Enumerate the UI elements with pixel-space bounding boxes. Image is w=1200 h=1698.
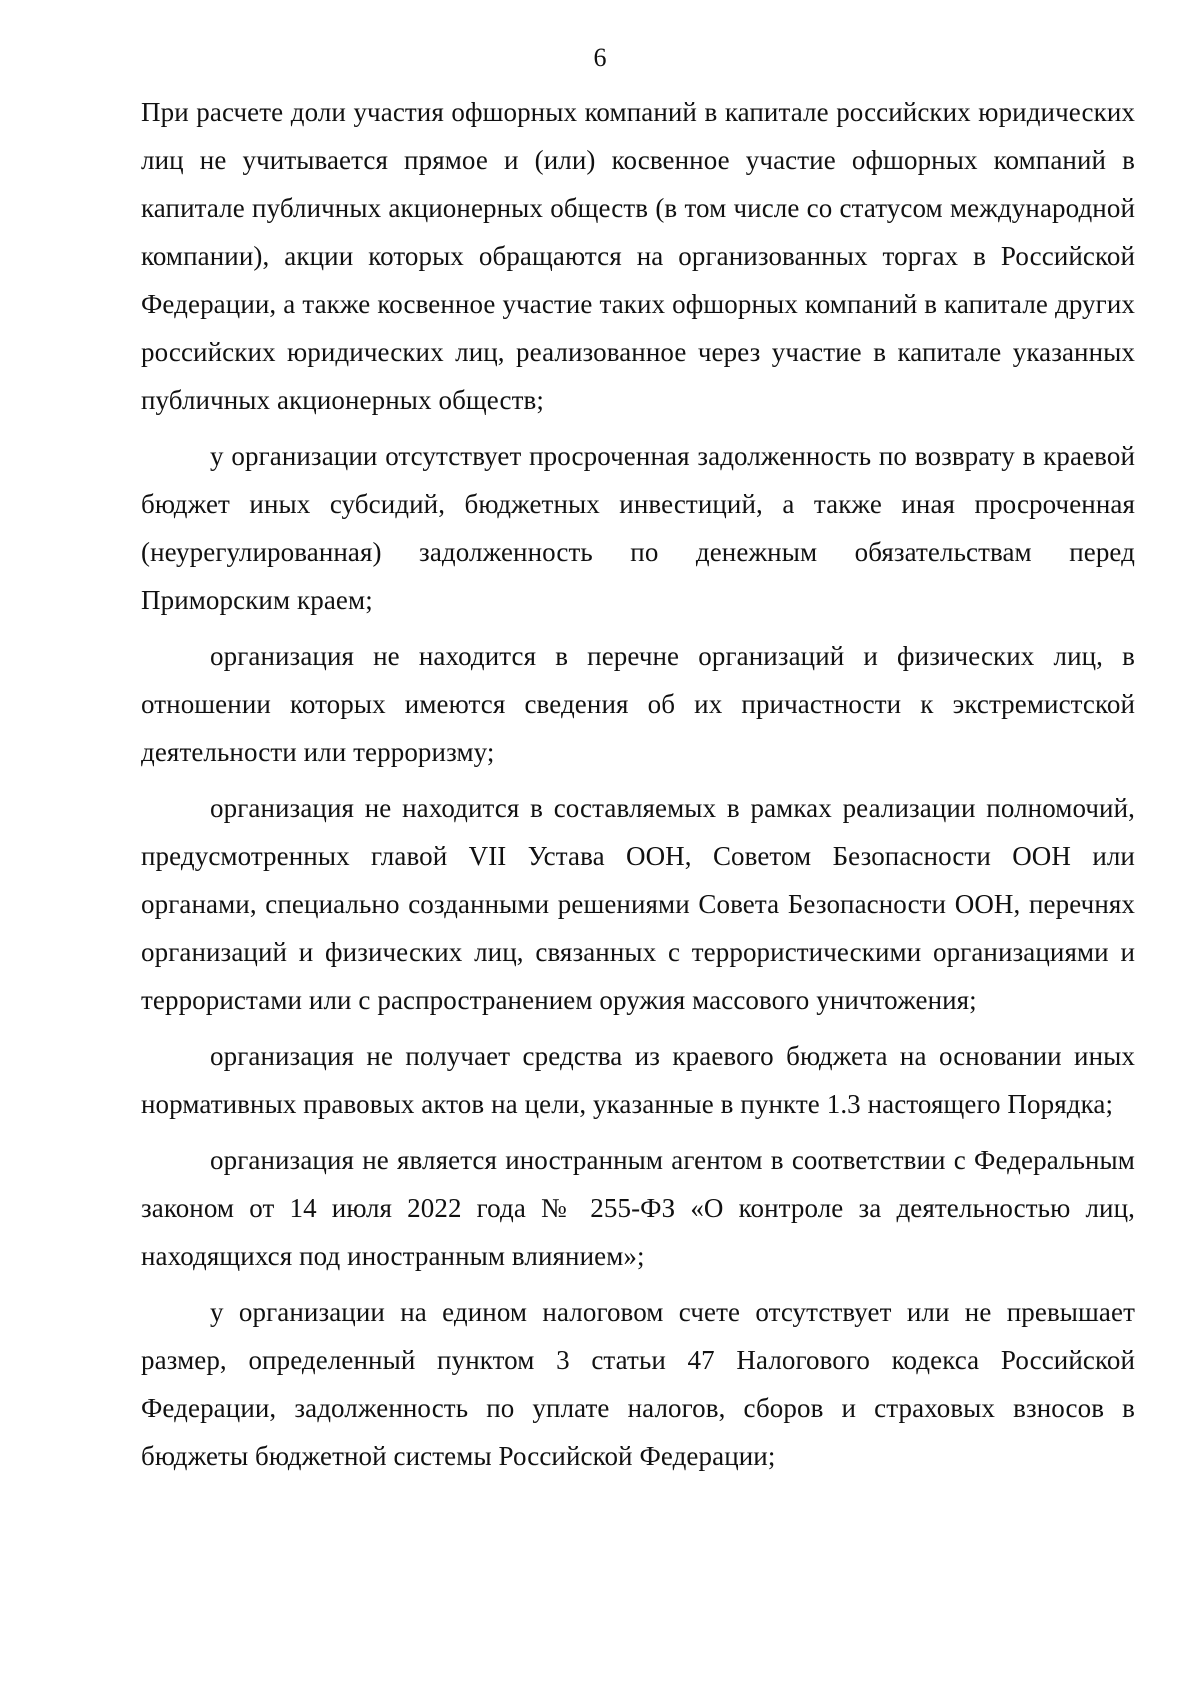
paragraph-offshore-participation: При расчете доли участия офшорных компаний в капитале российских юридических лиц не учитывается прямое и (или) косвенное участие офшорных компаний в капитале публичных акционерных обществ (в том числе со статусом международной компании), акции которых обращаются на организованных торгах в Российской Федерации, а также косвенное участие таких офшорных компаний в капитале других российских юридических лиц, реализованное через участие в капитале указанных публичных акционерных обществ; bbox=[141, 97, 1135, 415]
paragraph-not-in-extremism-list: организация не находится в перечне организаций и физических лиц, в отношении которых имеются сведения об их причастности к экстремистской деятельности или терроризму; bbox=[141, 641, 1135, 767]
paragraph-tax-debt: у организации на едином налоговом счете отсутствует или не превышает размер, определенный пунктом 3 статьи 47 Налогового кодекса Российской Федерации, задолженность по уплате налогов, сборов и страховых взносов в бюджеты бюджетной системы Российской Федерации; bbox=[141, 1297, 1135, 1471]
paragraph-not-foreign-agent: организация не является иностранным агентом в соответствии с Федеральным законом от 14 июля 2022 года № 255-ФЗ «О контроле за деятельностью лиц, находящихся под иностранным влиянием»; bbox=[141, 1145, 1135, 1271]
paragraph-no-overdue-debt: у организации отсутствует просроченная задолженность по возврату в краевой бюджет иных субсидий, бюджетных инвестиций, а также иная просроченная (неурегулированная) задолженность по денежным обязательствам перед Приморским краем; bbox=[141, 441, 1135, 615]
document-body bbox=[141, 88, 1135, 1480]
page-number: 6 bbox=[593, 43, 607, 72]
paragraph-no-other-budget-funds: организация не получает средства из краевого бюджета на основании иных нормативных правовых актов на цели, указанные в пункте 1.3 настоящего Порядка; bbox=[141, 1041, 1135, 1119]
paragraph-not-in-un-lists: организация не находится в составляемых в рамках реализации полномочий, предусмотренных главой VII Устава ООН, Советом Безопасности ООН или органами, специально созданными решениями Совета Безопасности ООН, перечнях организаций и физических лиц, связанных с террористическими организациями и террористами или с распространением оружия массового уничтожения; bbox=[141, 793, 1135, 1015]
